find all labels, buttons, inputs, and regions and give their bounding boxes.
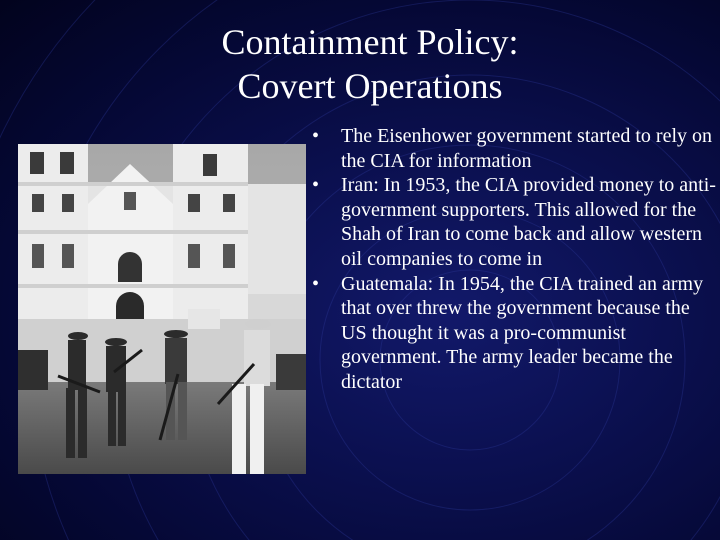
bullet-text: The Eisenhower government started to rely on the CIA for information: [341, 125, 712, 172]
photo-church-soldiers: [18, 144, 306, 474]
bullet-icon: •: [312, 125, 320, 147]
bullet-item-eisenhower: [312, 124, 716, 173]
bullet-icon: •: [312, 272, 320, 295]
slide-title: [0, 20, 720, 108]
bullet-text: Guatemala: In 1954, the CIA trained an army that over threw the government because the US thought it was a pro-communist government. The army leader became the dictator: [341, 272, 704, 393]
title-line-2: Covert Operations: [237, 66, 503, 106]
bullet-list: [312, 124, 716, 395]
bullet-text: Iran: In 1953, the CIA provided money to anti-government supporters. This allowed for the Shah of Iran to come back and allow western oil companies to come in: [341, 174, 716, 270]
title-line-1: Containment Policy:: [221, 22, 519, 62]
bullet-item-iran: [312, 173, 716, 271]
bullet-icon: •: [312, 174, 320, 197]
bullet-item-guatemala: [312, 272, 716, 395]
